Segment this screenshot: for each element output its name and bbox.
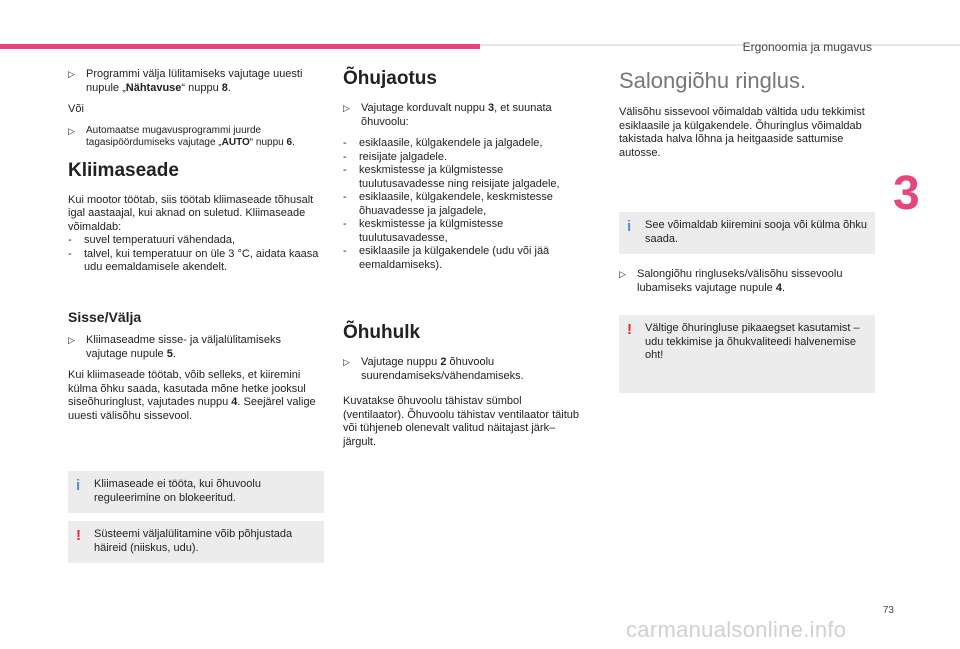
dash-item: - keskmistesse ja külgmistesse tuulutusavadesse ning reisijate jalgadele, [343, 164, 583, 191]
section-header-title: Ergonoomia ja mugavus [742, 40, 872, 54]
bullet-text: Vajutage nuppu 2 õhuvoolu suurendamiseks/vähendamiseks. [361, 356, 524, 382]
bullet-text: Programmi välja lülitamiseks vajutage uuesti nupule „Nähtavuse“ nuppu 8. [86, 68, 303, 94]
bullet-item [343, 102, 583, 129]
column-left [68, 68, 324, 563]
section-title-ohuhulk: Õhuhulk [343, 322, 421, 343]
sisse-text: Kui kliimaseade töötab, võib selleks, et kiiremini külma õhku saada, kasutada mõne hetke jooksul siseõhuringlust, vajutades nuppu 4. Seejärel valige uuesti välisõhu sissevool. [68, 369, 316, 422]
bullet-text: Vajutage korduvalt nuppu 3, et suunata õhuvoolu: [361, 102, 552, 128]
pointer-icon: ▷ [343, 103, 350, 113]
dash-text: esiklaasile, külgakendele ja jalgadele, [359, 137, 543, 149]
dash-text: suvel temperatuuri vähendada, [84, 234, 236, 246]
bullet-text: Automaatse mugavusprogrammi juurde tagasipöördumiseks vajutage „AUTO“ nuppu 6. [86, 124, 295, 148]
pointer-icon: ▷ [68, 69, 75, 79]
bullet-item [68, 334, 324, 361]
bullet-item [68, 68, 324, 95]
dash-text: esiklaasile, külgakendele, keskmistesse õhuavadesse ja jalgadele, [359, 191, 553, 217]
ohuhulk-text: Kuvatakse õhuvoolu tähistav sümbol (ventilaator). Õhuvoolu tähistav ventilaator täitub või tühjeneb olenevalt valitud näitajast järk–järgult. [343, 395, 580, 448]
bullet-item [68, 125, 324, 150]
pointer-icon: ▷ [68, 335, 75, 345]
chapter-number: 3 [893, 167, 920, 220]
dash-text: keskmistesse ja külgmistesse tuulutusavadesse, [359, 218, 504, 244]
watermark-text: carmanualsonline.info [626, 617, 847, 642]
bullet-text: Kliimaseadme sisse- ja väljalülitamiseks vajutage nupule 5. [86, 334, 282, 360]
pointer-icon: ▷ [68, 125, 75, 136]
dash-text: esiklaasile ja külgakendele (udu või jää eemaldamiseks). [359, 245, 550, 271]
pointer-icon: ▷ [343, 357, 350, 367]
dash-item: - reisijate jalgadele. [343, 150, 448, 163]
info-box [619, 212, 875, 254]
pointer-icon: ▷ [619, 269, 626, 279]
header-rule [480, 44, 960, 46]
column-middle [343, 68, 583, 457]
bullet-text: Salongiõhu ringluseks/välisõhu sissevoolu lubamiseks vajutage nupule 4. [637, 268, 843, 294]
salong-intro: Välisõhu sissevool võimaldab vältida udu tekkimist esiklaasile ja külgakendele. Õhuringlus võimaldab takistada halva lõhna ja heitgaaside sattumise autosse. [619, 106, 865, 159]
warning-text: Vältige õhuringluse pikaaegset kasutamist – udu tekkimise ja õhukvaliteedi halvenemise oht! [645, 322, 860, 361]
info-icon: i [76, 477, 81, 494]
or-text: Või [68, 103, 84, 115]
warning-icon: ! [76, 527, 81, 544]
info-box [68, 471, 324, 513]
dash-text: talvel, kui temperatuur on üle 3 °C, aidata kaasa udu eemaldamisele akendelt. [84, 247, 319, 273]
dash-text: keskmistesse ja külgmistesse tuulutusavadesse ning reisijate jalgadele, [359, 164, 560, 190]
bullet-item [619, 268, 875, 295]
dash-item: - esiklaasile ja külgakendele (udu või jää eemaldamiseks). [343, 245, 583, 272]
section-title-ohujaotus: Õhujaotus [343, 68, 437, 89]
info-text: See võimaldab kiiremini sooja või külma õhku saada. [645, 219, 867, 245]
dash-item: - suvel temperatuuri vähendada, [68, 234, 236, 246]
dash-item: - keskmistesse ja külgmistesse tuulutusavadesse, [343, 218, 583, 245]
warning-box [68, 521, 324, 563]
info-text: Kliimaseade ei tööta, kui õhuvoolu reguleerimine on blokeeritud. [94, 478, 261, 504]
kliima-intro: Kui mootor töötab, siis töötab kliimaseade tõhusalt igal aastaajal, kui aknad on suletud. Kliimaseade võimaldab: [68, 193, 314, 233]
dash-item: - talvel, kui temperatuur on üle 3 °C, aidata kaasa udu eemaldamisele akendelt. [68, 248, 324, 275]
section-title-sisse-valja: Sisse/Välja [68, 308, 142, 325]
bullet-item [343, 356, 583, 383]
dash-item: - esiklaasile, külgakendele, keskmistesse õhuavadesse ja jalgadele, [343, 191, 583, 218]
section-title-salongiohu-ringlus: Salongiõhu ringlus. [619, 68, 807, 93]
info-icon: i [627, 218, 632, 235]
column-right [619, 68, 875, 393]
dash-item: - esiklaasile, külgakendele ja jalgadele, [343, 137, 543, 149]
header-accent-bar [0, 44, 480, 49]
warning-icon: ! [627, 321, 632, 338]
dash-text: reisijate jalgadele. [359, 150, 448, 163]
warning-text: Süsteemi väljalülitamine võib põhjustada häireid (niiskus, udu). [94, 528, 293, 554]
warning-box [619, 315, 875, 393]
page-number: 73 [882, 605, 894, 616]
section-title-kliimaseade: Kliimaseade [68, 159, 179, 181]
